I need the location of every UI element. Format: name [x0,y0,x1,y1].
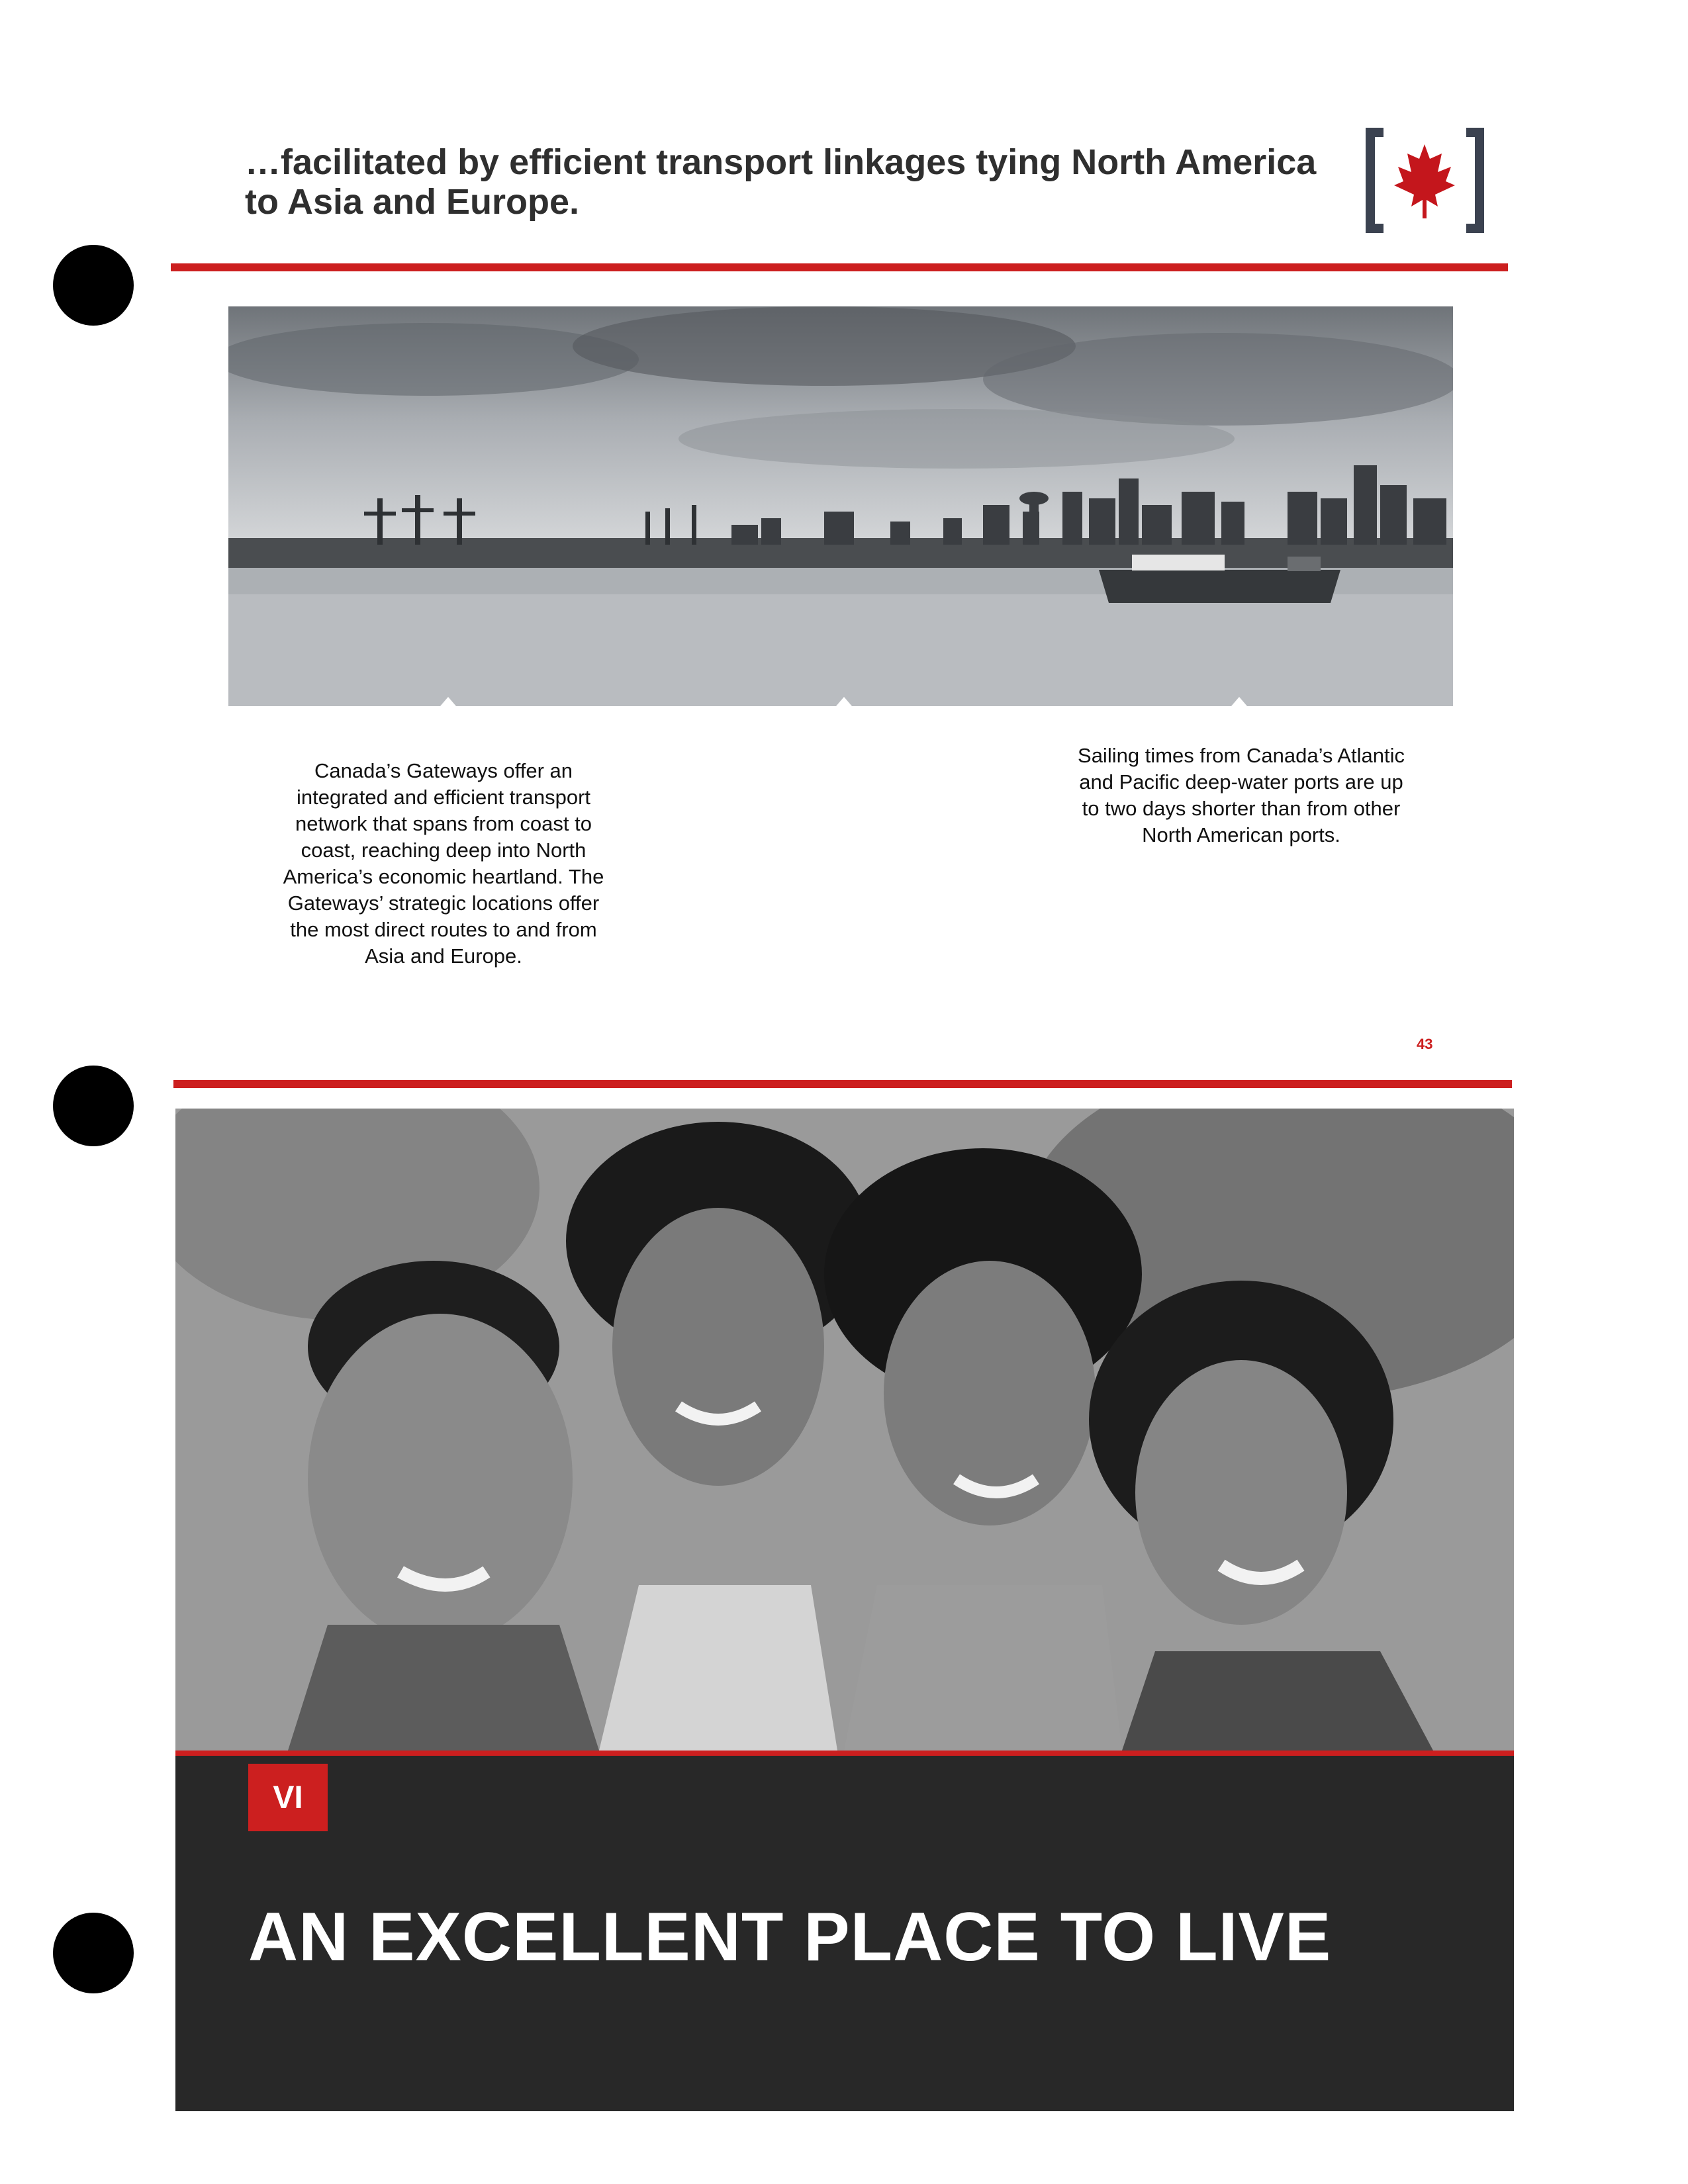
headline-line-1: …facilitated by efficient transport linkages tying North America [245,142,1317,182]
family-portrait-photo [175,1109,1514,1751]
binder-hole-bottom [53,1913,134,1993]
section-number-badge: VI [248,1764,328,1831]
caption-sailing-times: Sailing times from Canada’s Atlantic and Pacific deep-water ports are up to two days shorter than from other North American ports. [1078,744,1405,846]
binder-hole-top [53,245,134,326]
caption-gateways: Canada’s Gateways offer an integrated and efficient transport network that spans from coast to coast, reaching deep into North America’s economic heartland. The Gateways’ strategic locations offer the most direct routes to and from Asia and Europe. [283,759,604,968]
city-skyline-harbour-photo [228,306,1453,706]
maple-leaf-bracket-icon [1364,126,1486,235]
middle-divider [173,1080,1512,1088]
binder-hole-middle [53,1066,134,1146]
page-number: 43 [1417,1036,1433,1052]
headline-line-2: to Asia and Europe. [245,182,580,222]
page-headline [245,142,1331,222]
section-banner [175,1751,1514,2111]
top-divider [171,263,1508,271]
section-title: AN EXCELLENT PLACE TO LIVE [248,1899,1332,1976]
